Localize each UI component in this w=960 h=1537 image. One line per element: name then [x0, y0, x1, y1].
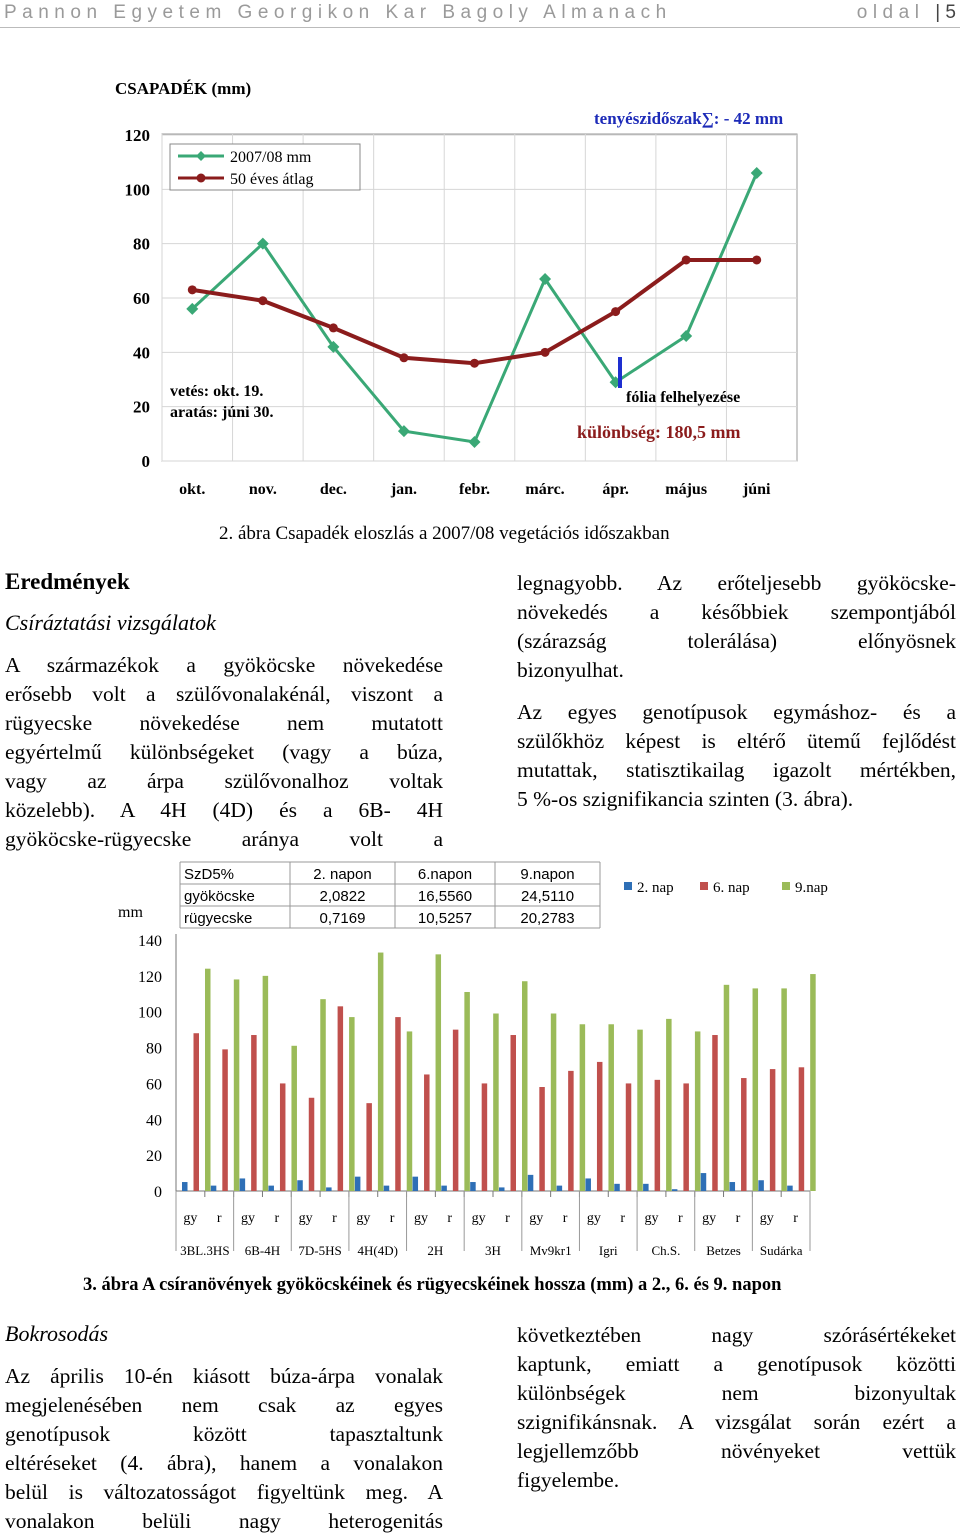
bar [701, 1173, 707, 1191]
bar [643, 1184, 649, 1191]
group-label: Sudárka [759, 1243, 803, 1258]
bar [251, 1035, 256, 1191]
data-point [752, 255, 761, 264]
x-tick-label: r [447, 1211, 453, 1226]
x-tick-label: gy [413, 1211, 428, 1226]
text-line: 5 %-os szignifikancia szinten (3. ábra). [517, 787, 854, 811]
y-tick-label: 20 [146, 1148, 162, 1166]
bar [194, 1033, 200, 1191]
bar [666, 1019, 672, 1191]
bar [464, 992, 470, 1191]
x-tick-label: gy [702, 1211, 717, 1226]
bar [326, 1187, 332, 1191]
text-line: szignifikánsnak. A vizsgálat során ezért a [517, 1410, 956, 1434]
x-tick-label: r [562, 1211, 568, 1226]
text-line: különbségek nem bizonyultak [517, 1381, 956, 1405]
bar [234, 979, 240, 1191]
bar [655, 1080, 661, 1191]
table-cell: gyököcske [184, 888, 255, 905]
table-cell: 0,7169 [319, 910, 366, 927]
text-line: Az egyes genotípusok egymáshoz- és a [517, 700, 956, 724]
table-cell: 16,5560 [417, 888, 473, 905]
x-tick-label: r [389, 1211, 395, 1226]
left-paragraph [5, 651, 443, 854]
x-tick-label: r [505, 1211, 510, 1226]
table-cell: SzD5% [184, 866, 235, 883]
bar [614, 1184, 620, 1191]
x-tick-label: febr. [459, 481, 490, 498]
text-line: szülőkhöz képest is eltérő ütemű fejlődést [517, 729, 956, 753]
table-cell: 2. napon [313, 866, 372, 883]
text-line: eltéréseket (4. ábra), hanem a vonalakon [5, 1451, 443, 1475]
table-cell: 20,2783 [520, 910, 575, 927]
y-tick-label: 40 [146, 1112, 162, 1130]
x-tick-label: r [677, 1211, 683, 1226]
bar [407, 1031, 413, 1191]
group-label: Ch.S. [651, 1243, 681, 1258]
text-line: A származékok a gyököcske növekedése [5, 653, 443, 677]
bar [395, 1017, 401, 1191]
germination-heading: Csíráztatási vizsgálatok [5, 610, 216, 635]
legend-item-2007-08: 2007/08 mm [230, 149, 312, 166]
bar [637, 1030, 643, 1191]
bar [557, 1186, 563, 1191]
journal-title: Pannon Egyetem Georgikon Kar Bagoly Almanach [4, 2, 672, 23]
bar [205, 969, 211, 1191]
text-line: figyelembe. [517, 1468, 620, 1492]
y-tick-label: 20 [133, 397, 150, 417]
data-point [611, 307, 620, 316]
bar [366, 1103, 372, 1191]
x-tick-label: gy [471, 1211, 486, 1226]
text-line: megjelenésében nem csak az egyes [5, 1393, 443, 1417]
text-line: közelebb). A 4H (4D) és a 6B- 4H [5, 798, 443, 822]
x-tick-label: okt. [179, 481, 206, 498]
bar [528, 1175, 534, 1191]
y-tick-label: 120 [138, 968, 162, 986]
bar [753, 988, 759, 1191]
page-indicator: oldal | 5 [856, 2, 956, 23]
data-point [258, 296, 267, 305]
bar [470, 1182, 476, 1191]
bar [268, 1186, 274, 1191]
chart-title: CSAPADÉK (mm) [115, 79, 252, 98]
x-tick-label: gy [644, 1211, 659, 1226]
bar [585, 1178, 591, 1191]
text-line: gyököcske-rügyecske aránya volt a [5, 827, 443, 851]
bar [309, 1098, 315, 1191]
bar [539, 1087, 545, 1191]
bar [280, 1083, 286, 1191]
data-point [399, 353, 408, 362]
x-tick-label: ápr. [602, 481, 629, 498]
x-tick-label: márc. [525, 481, 565, 498]
bar [741, 1078, 747, 1191]
table-cell: 2,0822 [319, 888, 366, 905]
page-number: 5 [945, 2, 956, 23]
group-label: Igri [598, 1243, 618, 1258]
seedling-growth-chart [110, 857, 830, 1262]
bar [378, 953, 384, 1191]
group-label: 6B-4H [244, 1243, 281, 1258]
table-cell: rügyecske [184, 910, 253, 927]
y-tick-label: 0 [141, 452, 150, 471]
y-tick-label: 80 [146, 1040, 162, 1058]
right-paragraph-2 [517, 698, 956, 814]
bar [441, 1186, 447, 1191]
bar [672, 1189, 678, 1191]
x-tick-label: gy [529, 1211, 544, 1226]
bar [608, 1024, 614, 1191]
running-header [4, 2, 956, 28]
season-sum-label: tenyészidőszak∑: - 42 mm [594, 109, 784, 128]
bar [730, 1182, 736, 1191]
bar [355, 1177, 361, 1191]
legend-item: 9.nap [795, 880, 828, 896]
x-tick-label: r [332, 1211, 337, 1226]
bar [297, 1180, 303, 1191]
bar [182, 1182, 188, 1191]
text-line: egyértelmű különbségeket (vagy a búza, [5, 740, 443, 764]
bar [580, 1024, 586, 1191]
group-label: 3H [485, 1243, 501, 1258]
y-tick-label: 120 [124, 126, 150, 145]
bar [424, 1074, 430, 1191]
bar [626, 1083, 632, 1191]
y-tick-label: 100 [138, 1004, 162, 1022]
text-line: Az április 10-én kiásott búza-árpa vonalak [5, 1364, 443, 1388]
bar [222, 1049, 228, 1191]
y-tick-label: 60 [146, 1076, 162, 1094]
right-paragraph-3 [517, 1321, 956, 1495]
x-tick-label: gy [298, 1211, 313, 1226]
group-label: Mv9kr1 [529, 1243, 572, 1258]
bar [482, 1083, 488, 1191]
data-point [682, 255, 691, 264]
y-tick-label: 40 [133, 343, 150, 363]
tillering-heading: Bokrosodás [5, 1321, 109, 1346]
bar [597, 1062, 603, 1191]
figure3-caption: 3. ábra A csíranövények gyököcskéinek és rügyecskéinek hossza (mm) a 2., 6. és 9. napon [83, 1275, 782, 1295]
bar [799, 1067, 805, 1191]
table-cell: 9.napon [520, 866, 575, 883]
x-tick-label: dec. [319, 481, 347, 498]
group-label: 4H(4D) [357, 1243, 398, 1258]
left-paragraph-2 [5, 1362, 443, 1536]
x-tick-label: júni [742, 481, 771, 498]
text-line: növekedés a későbbiek szempontjából [517, 600, 956, 624]
bar [551, 1014, 557, 1191]
text-line: rügyecske növekedése nem mutatott [5, 711, 443, 735]
y-tick-label: 0 [154, 1184, 162, 1201]
bar [787, 1186, 793, 1191]
text-line: mutattak, statisztikailag igazolt mértékben, [517, 758, 956, 782]
legend-item: 2. nap [637, 880, 674, 896]
legend-item: 6. nap [713, 880, 750, 896]
bar [291, 1046, 297, 1191]
bar [781, 988, 787, 1191]
bar [810, 974, 816, 1191]
y-tick-label: 80 [133, 234, 150, 254]
data-point [470, 359, 479, 368]
text-line: (szárazság tolerálása) előnyösnek [517, 629, 956, 653]
bar [338, 1006, 344, 1191]
y-tick-label: 140 [138, 933, 162, 950]
text-line: erősebb volt a szülővonalakénál, viszont a [5, 682, 443, 706]
x-tick-label: gy [759, 1211, 774, 1226]
data-point [188, 285, 197, 294]
y-axis-label: mm [118, 904, 143, 921]
y-tick-label: 60 [133, 289, 150, 308]
bar [770, 1069, 776, 1191]
bar [758, 1180, 764, 1191]
text-line: legnagyobb. Az erőteljesebb gyököcske- [517, 571, 956, 595]
x-tick-label: r [793, 1211, 798, 1226]
x-tick-label: gy [183, 1211, 198, 1226]
legend-item-50-year-avg: 50 éves átlag [230, 171, 314, 188]
table-cell: 24,5110 [520, 888, 575, 905]
table-cell: 10,5257 [417, 910, 473, 927]
group-label: 2H [427, 1243, 444, 1258]
data-point [541, 348, 550, 357]
text-line: vagy az árpa szülővonalhoz voltak [5, 769, 443, 793]
x-tick-label: gy [241, 1211, 256, 1226]
right-paragraph-1 [517, 569, 956, 685]
bar [499, 1187, 505, 1191]
x-tick-label: május [665, 481, 708, 498]
chart-legend [170, 144, 360, 190]
x-tick-label: jan. [390, 481, 418, 498]
header-divider [0, 27, 960, 28]
bar [349, 1017, 355, 1191]
foil-placement-label: fólia felhelyezése [626, 389, 741, 406]
results-heading: Eredmények [5, 569, 130, 594]
difference-label: különbség: 180,5 mm [577, 422, 741, 442]
text-line: belül is változatosságot figyeltünk meg. A [5, 1480, 443, 1504]
chart-legend [624, 880, 828, 896]
bar [384, 1186, 390, 1191]
figure2-caption: 2. ábra Csapadék eloszlás a 2007/08 vegetációs időszakban [219, 523, 670, 544]
bar [724, 985, 730, 1191]
szd-table [180, 862, 600, 928]
text-line: legjellemzőbb növényeket vettük [517, 1439, 956, 1463]
x-tick-label: r [620, 1211, 626, 1226]
x-tick-label: gy [356, 1211, 371, 1226]
text-line: kaptunk, emiatt a genotípusok közötti [517, 1352, 956, 1376]
table-cell: 6.napon [417, 866, 473, 883]
bar [240, 1178, 246, 1191]
bar [320, 999, 326, 1191]
text-line: bizonyulhat. [517, 658, 624, 682]
text-line: vonalakon belüli nagy heterogenitás [5, 1509, 443, 1533]
data-point [329, 323, 338, 332]
harvest-date-label: aratás: júni 30. [170, 404, 274, 421]
page-label: oldal [856, 2, 925, 23]
group-label: 7D-5HS [298, 1243, 342, 1258]
bar [211, 1186, 217, 1191]
y-tick-label: 100 [124, 180, 150, 200]
group-label: Betzes [706, 1243, 741, 1258]
bar [683, 1083, 689, 1191]
x-tick-label: nov. [248, 481, 277, 498]
bar [263, 976, 269, 1191]
text-line: genotípusok között tapasztaltunk [5, 1422, 443, 1446]
sowing-date-label: vetés: okt. 19. [170, 383, 264, 400]
bar [522, 981, 528, 1191]
precipitation-chart [110, 70, 830, 510]
x-tick-label: gy [586, 1211, 601, 1226]
bar [712, 1035, 718, 1191]
x-tick-label: r [274, 1211, 280, 1226]
x-tick-label: r [216, 1211, 222, 1226]
bar [568, 1071, 574, 1191]
bar [436, 954, 442, 1191]
bar [511, 1035, 517, 1191]
group-label: 3BL.3HS [180, 1243, 230, 1258]
bar [493, 1014, 499, 1191]
bar [413, 1177, 419, 1191]
bar [695, 1031, 701, 1191]
text-line: következtében nagy szórásértékeket [517, 1323, 956, 1347]
x-tick-label: r [735, 1211, 741, 1226]
bar [453, 1030, 459, 1191]
